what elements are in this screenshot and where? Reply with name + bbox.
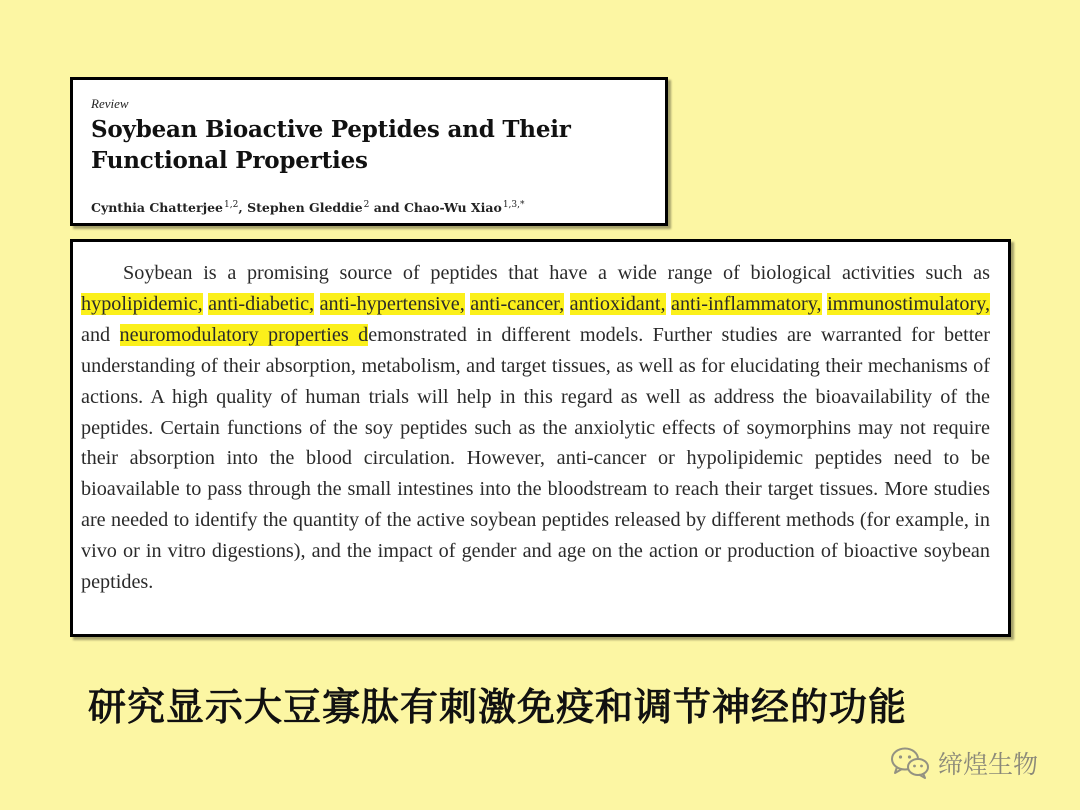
chinese-caption: 研究显示大豆寡肽有刺激免疫和调节神经的功能 <box>88 685 908 729</box>
author-separator: , <box>238 200 248 215</box>
abstract-box <box>70 239 1011 637</box>
author-name: Chao-Wu Xiao <box>403 200 502 215</box>
highlight-anti-inflammatory: anti-inflammatory, <box>670 292 822 315</box>
paper-title-line2: Functional Properties <box>91 147 368 174</box>
highlight-neuromodulatory: neuromodulatory properties d <box>119 323 369 346</box>
abstract-text-rest: emonstrated in different models. Further studies are warranted for better understanding of their absorption, metabolism, and target tissues, as well as for elucidating their mechanisms of actions. A high quality of human trials will help in this regard as well as address the bioavailability of the peptides. Certain functions of the soy peptides such as the anxiolytic effects of soymorphins may not require their absorption into the blood circulation. However, anti-cancer or hypolipidemic peptides need to be bioavailable to pass through the small intestines into the bloodstream to reach their target tissues. More studies are needed to identify the quantity of the active soybean peptides released by different methods (for example, in vivo or in vitro digestions), and the impact of gender and age on the action or production of bioactive soybean peptides. <box>81 323 990 594</box>
paper-title-line1: Soybean Bioactive Peptides and Their <box>91 116 571 143</box>
author-separator: and <box>369 200 404 215</box>
author-affiliation: 1,3,* <box>502 200 525 210</box>
author-affiliation: 1,2 <box>224 200 239 210</box>
highlight-immunostimulatory: immunostimulatory, <box>827 292 991 315</box>
abstract-paragraph <box>81 258 990 598</box>
highlight-hypolipidemic: hypolipidemic, <box>81 292 203 315</box>
author-list <box>91 200 665 215</box>
review-label: Review <box>91 96 129 111</box>
watermark-text: 缔煌生物 <box>938 750 1039 779</box>
watermark <box>890 745 1038 781</box>
author-name: Cynthia Chatterjee <box>91 200 224 215</box>
text-space <box>564 293 569 315</box>
highlight-antioxidant: antioxidant, <box>569 292 666 315</box>
paper-title <box>91 114 665 176</box>
highlight-anti-hypertensive: anti-hypertensive, <box>319 292 465 315</box>
author-name: Stephen Gleddie <box>247 200 363 215</box>
highlight-anti-cancer: anti-cancer, <box>470 292 565 315</box>
abstract-text-intro: Soybean is a promising source of peptides that have a wide range of biological activities such as <box>123 262 990 284</box>
text-and: and <box>81 323 120 346</box>
highlight-anti-diabetic: anti-diabetic, <box>208 292 315 315</box>
text-space <box>314 293 319 315</box>
paper-header-box <box>70 77 668 226</box>
wechat-icon <box>890 746 930 780</box>
author-affiliation: 2 <box>363 200 370 210</box>
